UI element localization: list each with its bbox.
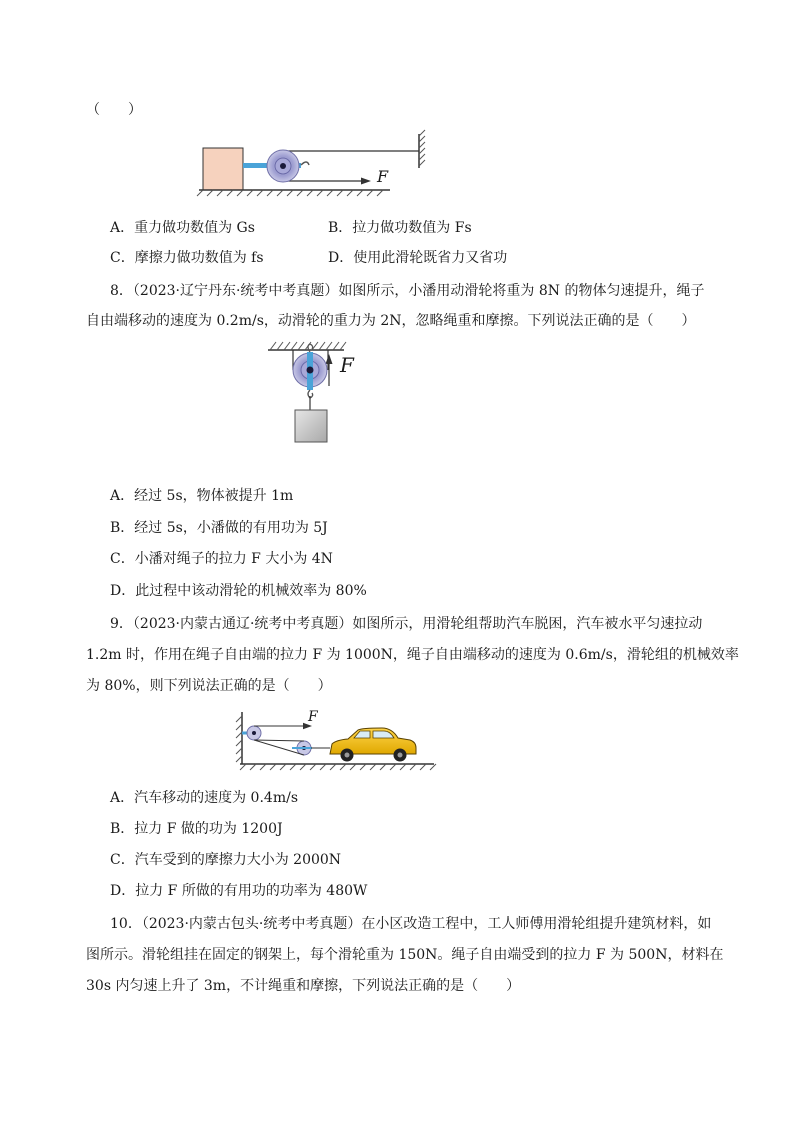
q10-stem-line3: 30s 内匀速上升了 3m，不计绳重和摩擦，下列说法正确的是（ ）: [86, 978, 521, 994]
q8-option-a: A．经过 5s，物体被提升 1m: [110, 488, 294, 504]
q9-stem-line2: 1.2m 时，作用在绳子自由端的拉力 F 为 1000N，绳子自由端移动的速度为 0.6m/s，滑轮组的机械效率: [86, 647, 739, 663]
q7-block: [203, 148, 243, 190]
q8-option-b: B．经过 5s，小潘做的有用功为 5J: [110, 520, 328, 536]
q9-option-d: D．拉力 F 所做的有用功的功率为 480W: [110, 883, 368, 899]
q7-figure: [195, 128, 445, 198]
q7-option-d: D．使用此滑轮既省力又省功: [328, 250, 508, 266]
q9-option-c: C．汽车受到的摩擦力大小为 2000N: [110, 852, 342, 868]
q9-stem-line1: 9．（2023·内蒙古通辽·统考中考真题）如图所示，用滑轮组帮助汽车脱困，汽车被水平匀速拉动: [110, 616, 703, 632]
q8-option-c: C．小潘对绳子的拉力 F 大小为 4N: [110, 551, 333, 567]
q8-force-label: F: [340, 353, 354, 377]
q8-stem-line2: 自由端移动的速度为 0.2m/s，动滑轮的重力为 2N，忽略绳重和摩擦。下列说法正确的是（ ）: [86, 313, 696, 329]
q9-option-b: B．拉力 F 做的功为 1200J: [110, 821, 283, 837]
q9-car: [330, 728, 416, 762]
q9-stem-line3: 为 80%，则下列说法正确的是（ ）: [86, 678, 332, 694]
q10-stem-line2: 图所示。滑轮组挂在固定的钢架上，每个滑轮重为 150N。绳子自由端受到的拉力 F 为 500N，材料在: [86, 947, 724, 963]
q9-figure: [232, 706, 442, 776]
q9-force-label: F: [308, 709, 318, 725]
q7-force-label: F: [377, 167, 389, 186]
q8-option-d: D．此过程中该动滑轮的机械效率为 80%: [110, 583, 367, 599]
q8-stem-line1: 8．（2023·辽宁丹东·统考中考真题）如图所示，小潘用动滑轮将重为 8N 的物体匀速提升，绳子: [110, 283, 705, 299]
q7-option-a: A．重力做功数值为 Gs: [110, 220, 255, 236]
q10-stem-line1: 10．（2023·内蒙古包头·统考中考真题）在小区改造工程中，工人师傅用滑轮组提升建筑材料，如: [110, 916, 712, 932]
q7-option-b: B．拉力做功数值为 Fs: [328, 220, 472, 236]
q7-option-c: C．摩擦力做功数值为 fs: [110, 250, 264, 266]
q7-answer-bracket: （ ）: [86, 102, 142, 118]
q8-weight: [295, 410, 327, 442]
q9-option-a: A．汽车移动的速度为 0.4m/s: [110, 790, 299, 806]
q8-figure: [262, 338, 372, 478]
